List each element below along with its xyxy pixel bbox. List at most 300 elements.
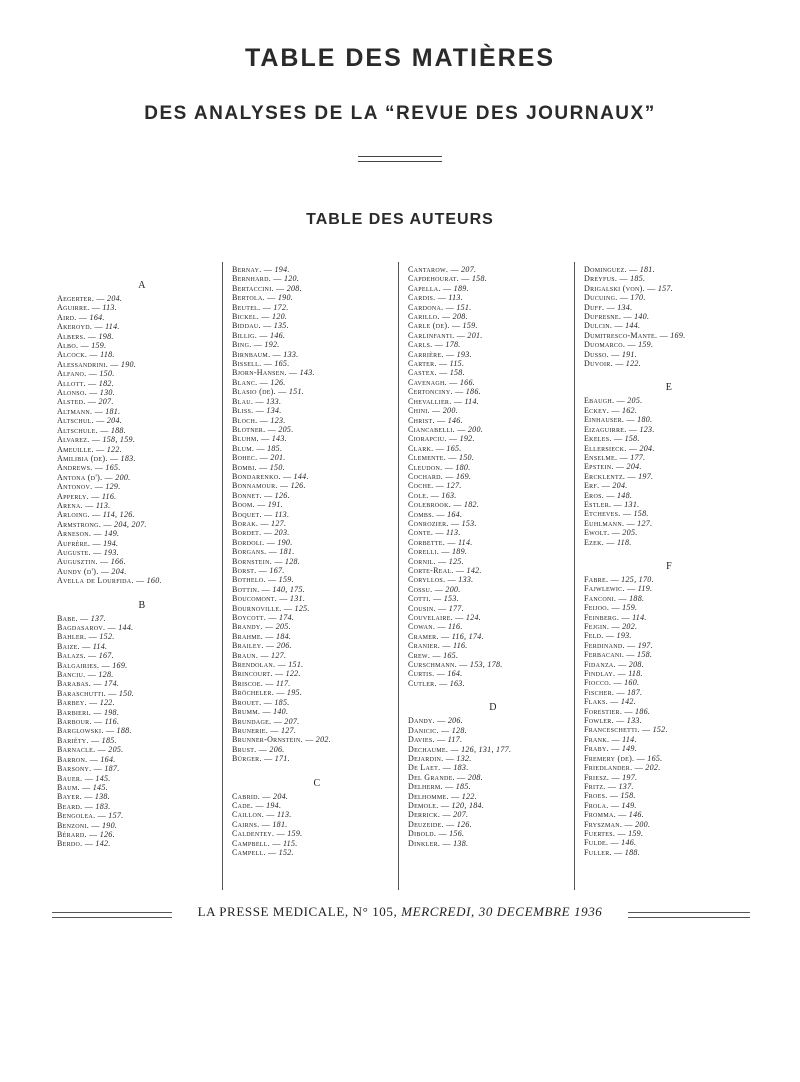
index-entry [584,481,754,490]
page-numbers: 144. [293,471,309,481]
author-name: Allott. [57,378,86,388]
author-name: Antonov. [57,482,93,492]
entry-dash: — [609,603,623,613]
author-name: Froes. [584,791,608,801]
author-name: Ezek. [584,537,605,547]
entry-dash: — [302,735,316,745]
index-entry [232,303,402,312]
entry-dash: — [617,452,631,462]
entry-dash: — [266,613,279,623]
entry-dash: — [624,518,638,528]
author-name: Frank. [584,734,610,744]
author-name: Barbey. [57,698,87,708]
entry-dash: — [611,847,625,857]
index-entry [408,368,578,377]
index-entry [408,585,578,594]
entry-dash: — [261,359,275,369]
author-name: Dreyfus. [584,274,618,284]
entry-dash: — [440,641,453,651]
page-numbers: 152. [652,725,668,735]
entry-dash: — [97,425,111,435]
page-numbers: 181. [272,819,288,829]
index-entry [408,331,578,340]
page-numbers: 140, 175. [272,584,306,594]
index-entry [57,510,227,519]
author-name: Duvoir. [584,359,613,369]
index-entry [584,594,754,603]
page-numbers: 127. [271,650,287,660]
page-numbers: 138. [453,838,469,848]
author-name: Antona (d'). [57,472,103,482]
author-name: Fiocco. [584,678,612,688]
entry-dash: — [448,265,462,274]
page-numbers: 204. [639,443,655,453]
index-entry [584,312,754,321]
index-entry [57,783,227,792]
author-name: Bjorn-Hansen. [232,368,287,378]
author-name: Bayer. [57,792,82,802]
index-entry [232,829,402,838]
index-entry [232,669,402,678]
page-numbers: 159. [462,321,478,331]
entry-dash: — [254,443,268,453]
author-name: Ewolt. [584,528,610,538]
entry-dash: — [266,547,280,557]
page-numbers: 187. [627,687,643,697]
author-name: Bordoli. [232,537,265,547]
page-numbers: 156. [449,829,465,839]
author-name: Brincourt. [232,669,273,679]
entry-dash: — [434,415,448,425]
author-name: Cardona. [408,302,444,312]
page-numbers: 116. [101,491,117,501]
author-name: Fajwlewic. [584,584,625,594]
page-numbers: 200. [635,819,651,829]
author-name: Brunner-Ornstein. [232,735,303,745]
page-numbers: 128. [451,725,467,735]
page-numbers: 127. [637,518,653,528]
index-entry [57,529,227,538]
entry-dash: — [88,491,102,501]
author-name: Alcock. [57,350,88,360]
index-entry [57,830,227,839]
index-entry [232,481,402,490]
page-numbers: 206. [276,641,292,651]
index-entry [584,622,754,631]
page-numbers: 165. [443,650,459,660]
index-entry [408,284,578,293]
page-numbers: 123. [639,424,655,434]
entry-dash: — [603,631,617,641]
page-numbers: 116. [448,622,463,632]
index-entry [408,660,578,669]
index-entry [57,717,227,726]
entry-dash: — [639,725,653,735]
index-entry [584,444,754,453]
author-name: Benzoni. [57,820,90,830]
entry-dash: — [436,359,450,369]
index-entry [57,388,227,397]
page-numbers: 200. [442,406,458,416]
page-numbers: 208. [286,283,302,293]
author-name: Beutel. [232,302,261,312]
footer [0,904,800,920]
page-numbers: 197. [638,471,654,481]
entry-dash: — [79,782,93,792]
author-name: Bloch. [232,415,258,425]
index-entry [232,453,402,462]
entry-dash: — [265,847,279,857]
index-entry [408,745,578,754]
author-name: Ercklentz. [584,471,626,481]
entry-dash: — [87,350,101,360]
entry-dash: — [260,321,274,331]
page-numbers: 153. [443,594,459,604]
index-entry [584,660,754,669]
author-name: Duff. [584,302,605,312]
index-entry [232,387,402,396]
entry-dash: — [604,490,617,500]
entry-dash: — [103,726,117,736]
entry-dash: — [82,801,96,811]
index-entry [232,547,402,556]
author-name: Frola. [584,800,609,810]
entry-dash: — [619,612,633,622]
page-numbers: 122. [106,444,122,454]
entry-dash: — [253,800,267,810]
index-entry [232,679,402,688]
page-numbers: 145. [95,773,111,783]
index-entry [57,839,227,848]
author-name: Alessandrini. [57,359,109,369]
index-entry [232,274,402,283]
index-letter: A [138,280,146,291]
page-numbers: 158. [471,274,488,284]
author-name: Biddau. [232,321,261,331]
index-entry [57,313,227,322]
entry-dash: — [259,584,273,594]
author-name: Fraby. [584,744,609,754]
author-name: Corte-Real. [408,566,454,575]
index-entry [57,661,227,670]
author-name: Cutler. [408,678,437,688]
entry-dash: — [657,330,671,340]
page-numbers: 205. [275,622,291,632]
index-entry [57,679,227,688]
index-entry [584,735,754,744]
page-numbers: 128. [284,556,301,566]
page-numbers: 149. [104,529,120,539]
entry-dash: — [91,707,104,717]
index-entry [408,679,578,688]
entry-dash: — [77,613,91,623]
index-entry [57,623,227,632]
entry-dash: — [612,359,626,369]
index-entry [57,764,227,773]
entry-dash: — [258,650,272,660]
index-entry [57,651,227,660]
author-name: Bottin. [232,584,260,594]
author-name: Dominguez. [584,265,627,274]
page-numbers: 202. [622,622,638,631]
index-entry [57,397,227,406]
author-name: Carillo. [408,312,440,322]
page-numbers: 114, 126. [102,510,135,520]
author-name: Colebrook. [408,500,452,510]
entry-dash: — [446,377,460,387]
index-entry [408,500,578,509]
index-entry [584,603,754,612]
page-numbers: 194. [103,538,119,548]
entry-dash: — [105,623,119,632]
index-entry [408,604,578,613]
author-name: Clark. [408,443,434,453]
index-entry [408,763,578,772]
index-entry [57,520,227,529]
page-numbers: 206. [447,716,464,726]
page-numbers: 165. [446,443,462,453]
author-name: Capdehourat. [408,274,459,284]
page-numbers: 115. [282,838,298,848]
index-entry [408,387,578,396]
entry-dash: — [107,453,121,463]
page-numbers: 197. [637,640,653,650]
author-name: Danicic. [408,725,439,735]
entry-dash: — [92,463,106,473]
entry-dash: — [430,650,444,660]
entry-dash: — [259,819,273,829]
page-numbers: 189. [451,547,468,557]
entry-dash: — [634,753,648,763]
index-entry [57,379,227,388]
entry-dash: — [263,631,277,641]
author-name: Bondarenko. [232,471,281,481]
entry-dash: — [85,670,99,680]
page-numbers: 164. [89,312,105,322]
page-numbers: 169. [670,330,686,340]
author-name: Delhomme. [408,791,449,801]
page-numbers: 126. [456,819,472,829]
index-entry [232,491,402,500]
page-numbers: 142. [620,697,637,707]
index-entry [232,359,402,368]
page-numbers: 185. [267,443,283,453]
author-name: Chini. [408,406,430,416]
author-name: Feijoo. [584,603,610,613]
column-divider [222,262,223,890]
author-name: Brendolan. [232,660,276,670]
page-numbers: 204. [107,294,123,303]
page-numbers: 131. [289,594,306,604]
index-entry [408,416,578,425]
entry-dash: — [443,471,456,481]
entry-dash: — [254,500,268,510]
author-name: Friesz. [584,772,610,782]
index-entry [232,745,402,754]
page-numbers: 124. [465,613,482,623]
entry-dash: — [443,349,457,359]
footer-publication: LA PRESSE MEDICALE, N° 105, [197,904,398,919]
entry-dash: — [86,388,100,398]
entry-dash: — [609,405,622,415]
entry-dash: — [86,632,100,642]
author-name: Findlay. [584,669,616,679]
entry-dash: — [433,443,447,453]
author-name: Berdo. [57,839,83,849]
entry-dash: — [257,415,271,425]
author-name: Ebaugh. [584,396,615,406]
page-numbers: 180. [637,415,653,425]
page-numbers: 142. [95,839,111,849]
page-numbers: 207. [98,397,114,407]
page-numbers: 178. [445,340,461,350]
page-numbers: 201. [467,330,483,340]
author-name: Baum. [57,782,80,792]
index-entry [232,688,402,697]
page-numbers: 113. [95,500,111,510]
page-numbers: 114. [632,612,647,622]
page-numbers: 190. [120,359,137,369]
entry-dash: — [432,340,446,350]
index-entry [57,360,227,369]
entry-dash: — [251,340,265,350]
entry-dash: — [609,528,623,538]
entry-dash: — [449,321,463,331]
author-name: Eros. [584,490,605,500]
index-entry [232,463,402,472]
author-name: Arloing. [57,510,90,520]
page-numbers: 193. [456,349,472,359]
page-numbers: 113. [446,528,461,538]
author-name: Caillon. [232,810,265,820]
index-entry [408,472,578,481]
author-name: Aguirre. [57,303,90,313]
index-letter: E [665,382,673,394]
author-name: Cole. [408,490,429,500]
page-numbers: 159. [622,603,638,613]
index-entry [232,312,402,321]
index-entry [408,773,578,782]
entry-dash: — [435,622,449,632]
index-entry [584,434,754,443]
page-numbers: 165. [647,753,663,763]
entry-dash: — [256,462,270,472]
author-name: Campell. [232,847,266,857]
entry-dash: — [624,640,638,650]
index-entry [57,557,227,566]
entry-dash: — [443,753,457,763]
entry-dash: — [458,274,472,284]
page-numbers: 205. [278,424,294,434]
index-entry [57,332,227,341]
index-entry [584,538,754,547]
index-entry [57,576,227,585]
entry-dash: — [443,819,457,829]
page-numbers: 159. [91,341,107,351]
index-entry [232,528,402,537]
entry-dash: — [644,283,658,293]
page-numbers: 148. [616,490,633,500]
entry-dash: — [452,613,466,623]
author-name: Barglowski. [57,726,104,736]
page-numbers: 194. [274,265,290,274]
page-numbers: 118. [616,537,632,547]
index-entry [584,575,754,584]
author-name: Bérard. [57,829,87,839]
author-name: Duomarco. [584,340,626,350]
page-numbers: 191. [621,349,638,359]
entry-dash: — [253,406,267,416]
index-entry [408,265,578,274]
entry-dash: — [615,669,629,679]
index-entry [584,650,754,659]
page-numbers: 188. [116,726,132,736]
author-name: Bernay. [232,265,262,274]
author-name: Franceschetti. [584,725,640,735]
entry-dash: — [260,791,274,801]
page-numbers: 164. [447,509,463,519]
index-entry [584,425,754,434]
entry-dash: — [624,584,638,594]
index-entry [57,463,227,472]
entry-dash: — [608,838,622,848]
column-divider [574,262,575,890]
author-name: Castex. [408,368,437,378]
page-numbers: 114. [622,734,637,744]
entry-dash: — [253,396,267,406]
author-name: Bröcheler. [232,688,275,698]
page-numbers: 188. [110,425,127,435]
entry-dash: — [272,556,285,566]
page-numbers: 163. [441,490,457,500]
entry-dash: — [272,669,286,679]
index-entry [408,726,578,735]
page-numbers: 190. [277,537,293,547]
author-name: Boom. [232,500,255,510]
author-name: Bickel. [232,312,260,322]
entry-dash: — [92,322,106,332]
author-name: Dibold. [408,829,437,839]
index-entry [232,641,402,650]
index-entry [57,698,227,707]
index-entry [57,802,227,811]
index-entry [408,792,578,801]
entry-dash: — [105,688,119,698]
entry-dash: — [87,754,101,764]
index-entry [584,491,754,500]
index-entry [584,359,754,368]
author-name: Dejardin. [408,753,444,763]
index-entry [584,584,754,593]
author-name: Albo. [57,341,79,351]
entry-dash: — [257,330,271,340]
page-numbers: 163. [449,678,465,688]
author-name: Bengolea. [57,811,96,821]
page-numbers: 126. [270,377,286,387]
index-entry [584,519,754,528]
entry-dash: — [91,529,105,539]
author-name: Flaks. [584,697,608,707]
author-name: Enselme. [584,452,618,462]
entry-dash: — [93,444,107,454]
index-entry [584,829,754,838]
index-entry [57,736,227,745]
index-entry [408,359,578,368]
entry-dash: — [614,396,628,406]
author-name: Bliss. [232,406,254,416]
page-numbers: 114. [457,537,473,547]
index-entry [584,293,754,302]
